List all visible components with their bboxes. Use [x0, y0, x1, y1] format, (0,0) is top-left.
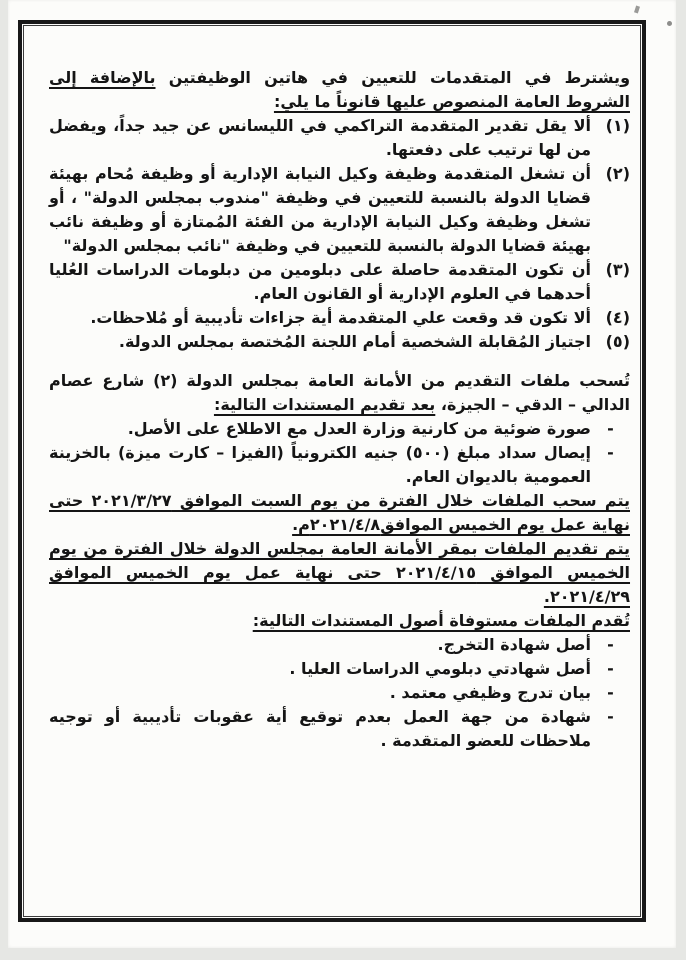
scan-speck-icon [667, 21, 672, 26]
withdraw-document-item [49, 441, 630, 489]
withdraw-document-text: إيصال سداد مبلغ (٥٠٠) جنيه الكترونياً (الفيزا – كارت ميزة) بالخزينة العمومية بالديوان العام. [49, 443, 591, 486]
intro-text: ويشترط في المتقدمات للتعيين في هاتين الوظيفتين [155, 68, 631, 87]
scan-speck-icon [634, 6, 640, 14]
submit-document-text: أصل شهادتي دبلومي الدراسات العليا . [289, 659, 591, 678]
requirement-number: (٣) [605, 260, 630, 279]
dash-bullet-icon: - [607, 707, 614, 726]
document-border-frame [18, 20, 646, 922]
document-body [49, 66, 630, 753]
requirement-number: (٢) [605, 164, 630, 183]
requirement-text: أن تشغل المتقدمة وظيفة وكيل النيابة الإدارية أو وظيفة مُحام بهيئة قضايا الدولة بالنسبة للتعيين في وظيفة "مندوب بمجلس الدولة" ، أو تشغل وظيفة وكيل النيابة الإدارية من الفئة المُمتازة أو وظيفة نائب بهيئة قضايا الدولة بالنسبة للتعيين في وظيفة "نائب بمجلس الدولة" [49, 164, 591, 255]
submit-document-text: شهادة من جهة العمل بعدم توقيع أية عقوبات تأديبية أو توجيه ملاحظات للعضو المتقدمة . [49, 707, 591, 750]
requirement-text: اجتياز المُقابلة الشخصية أمام اللجنة المُختصة بمجلس الدولة. [118, 332, 591, 351]
withdraw-document-text: صورة ضوئية من كارنية وزارة العدل مع الاطلاع على الأصل. [127, 419, 591, 438]
dash-bullet-icon: - [607, 683, 614, 702]
withdraw-text: تُسحب ملفات التقديم من الأمانة العامة بمجلس الدولة (٢) شارع عصام الدالي – الدقي – الجيزة، [49, 371, 631, 414]
dash-bullet-icon: - [607, 635, 614, 654]
requirement-text: ألا يقل تقدير المتقدمة التراكمي في الليسانس عن جيد جداً، ويفضل من لها ترتيب على دفعتها. [49, 116, 591, 159]
submit-document-item [49, 633, 630, 657]
requirement-number: (٥) [605, 332, 630, 351]
intro-paragraph [49, 66, 630, 114]
submit-document-text: أصل شهادة التخرج. [437, 635, 591, 654]
requirement-item [49, 306, 630, 330]
requirement-number: (٤) [605, 308, 630, 327]
submission-dates-paragraph: يتم تقديم الملفات بمقر الأمانة العامة بمجلس الدولة خلال الفترة من يوم الخميس الموافق ٢٠٢١/٤/١٥ حتى نهاية عمل يوم الخميس الموافق ٢٠٢١/٤/٢٩. [49, 539, 631, 606]
requirement-item [49, 330, 630, 354]
submit-document-item [49, 705, 630, 753]
withdrawal-dates-paragraph: يتم سحب الملفات خلال الفترة من يوم السبت الموافق ٢٠٢١/٣/٢٧ حتى نهاية عمل يوم الخميس الموافق٢٠٢١/٤/٨م. [49, 491, 630, 534]
intro-text-underlined: بالإضافة إلى الشروط العامة المنصوص عليها قانوناً ما يلي: [49, 68, 630, 111]
requirement-number: (١) [605, 116, 630, 135]
submit-document-item [49, 657, 630, 681]
document-border-inner-line [23, 25, 641, 917]
scanned-page [8, 0, 676, 948]
dash-bullet-icon: - [607, 419, 614, 438]
requirement-text: أن تكون المتقدمة حاصلة على دبلومين من دبلومات الدراسات العُليا أحدهما في العلوم الإدارية أو القانون العام. [49, 260, 591, 303]
requirement-item [49, 162, 630, 258]
requirement-text: ألا تكون قد وقعت علي المتقدمة أية جزاءات تأديبية أو مُلاحظات. [90, 308, 591, 327]
withdraw-paragraph [49, 369, 630, 417]
withdraw-text-underlined: بعد تقديم المستندات التالية: [213, 395, 436, 414]
submit-document-text: بيان تدرج وظيفي معتمد . [389, 683, 591, 702]
requirement-item [49, 114, 630, 162]
withdraw-document-item [49, 417, 630, 441]
dash-bullet-icon: - [607, 659, 614, 678]
dash-bullet-icon: - [607, 443, 614, 462]
submit-document-item [49, 681, 630, 705]
requirement-item [49, 258, 630, 306]
submit-documents-heading: تُقدم الملفات مستوفاة أصول المستندات التالية: [252, 611, 630, 630]
